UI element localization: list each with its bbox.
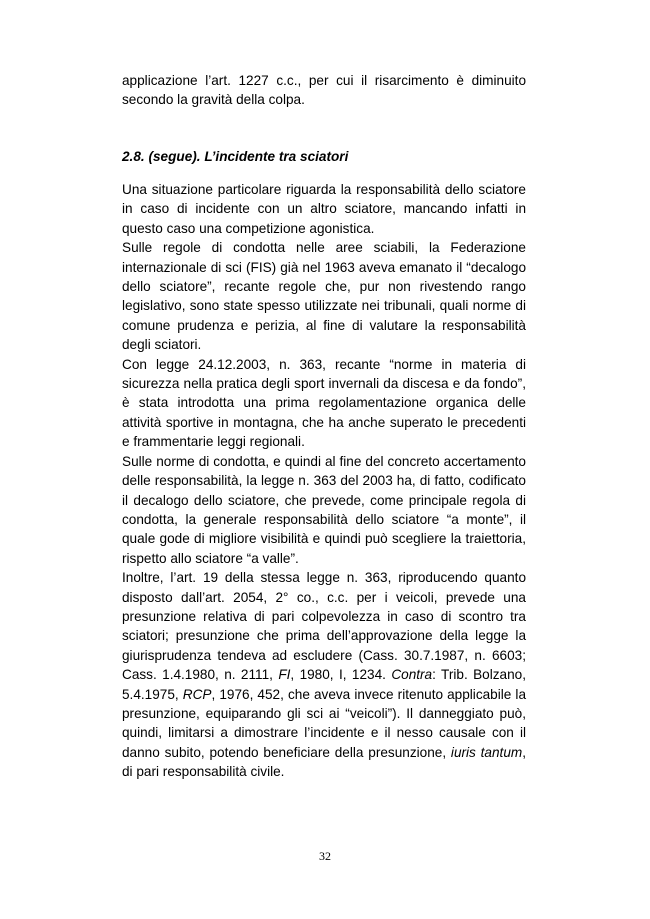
section-body: [122, 180, 526, 782]
paragraph-4: Sulle norme di condotta, e quindi al fine del concreto accertamento delle responsabilità, la legge n. 363 del 2003 ha, di fatto, codificato il decalogo dello sciatore, che prevede, come principale regola di condotta, la generale responsabilità dello sciatore “a monte”, il quale gode di migliore visibilità e quindi può scegliere la traiettoria, rispetto allo sciatore “a valle”.: [122, 453, 526, 566]
paragraph-5-text-a: Inoltre, l’art. 19 della stessa legge n. 363, riproducendo quanto disposto dall’art. 2054, 2° co., c.c. per i veicoli, prevede una presunzione relativa di pari colpevolezza in caso di scontro tra sciatori; presunzione che prima dell’approvazione della legge la giurisprudenza tendeva ad escludere (Cass. 30.7.1987, n. 6603; Cass. 1.4.1980, n. 2111,: [122, 570, 526, 683]
paragraph-1: Una situazione particolare riguarda la responsabilità dello sciatore in caso di incidente con un altro sciatore, mancando infatti in questo caso una competizione agonistica.: [122, 182, 526, 236]
citation-rcp: RCP: [182, 686, 212, 702]
paragraph-5: [122, 568, 526, 781]
intro-paragraph: applicazione l’art. 1227 c.c., per cui il risarcimento è diminuito secondo la gravità della colpa.: [122, 73, 526, 108]
citation-contra: Contra: [391, 667, 433, 683]
paragraph-2: Sulle regole di condotta nelle aree sciabili, la Federazione internazionale di sci (FIS) già nel 1963 aveva emanato il “decalogo dello sciatore”, recante regole che, pur non rivestendo rango legislativo, sono state spesso utilizzate nei tribunali, quali norme di comune prudenza e perizia, al fine di valutare la responsabilità degli sciatori.: [122, 240, 526, 353]
latin-term: iuris tantum: [450, 744, 523, 760]
section-heading: 2.8. (segue). L’incidente tra sciatori: [122, 149, 349, 164]
citation-fi: FI: [278, 667, 291, 683]
paragraph-3: Con legge 24.12.2003, n. 363, recante “norme in materia di sicurezza nella pratica degli sport invernali da discesa e da fondo”, è stata introdotta una prima regolamentazione organica delle attività sportive in montagna, che ha anche superato le precedenti e frammentarie leggi regionali.: [122, 356, 526, 450]
paragraph-5-text-e: , di pari responsabilità civile.: [122, 744, 526, 780]
page-number: 32: [319, 849, 331, 863]
paragraph-5-text-b: , 1980, I, 1234.: [290, 667, 392, 683]
paragraph-5-text-c: : Trib. Bolzano, 5.4.1975,: [122, 667, 527, 702]
paragraph-5-text-d: , 1976, 452, che aveva invece ritenuto applicabile la presunzione, equiparando gli sci ai “veicoli”). Il danneggiato può, quindi, limitarsi a dimostrare l’incidente e il nesso causale con il danno subito, potendo beneficiare della presunzione,: [122, 686, 526, 760]
